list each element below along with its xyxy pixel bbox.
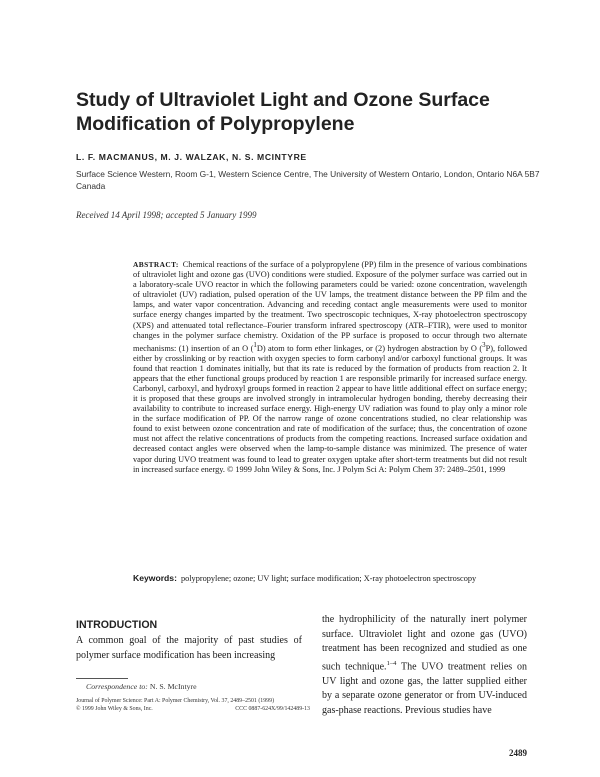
abstract-text-part2: D) atom to form ether linkages, or (2) hydrogen abstraction by O ( [256, 343, 483, 353]
correspondence-name: N. S. McIntyre [149, 682, 197, 691]
reference-superscript: 1–4 [386, 659, 397, 667]
page-number: 2489 [509, 748, 527, 758]
correspondence-label: Correspondence to: [86, 682, 148, 691]
abstract-text-part1: Chemical reactions of the surface of a polypropylene (PP) film in the presence of various combinations of ultraviolet light and ozone gas (UVO) conditions were studied. Exposure of the polymer surface was carried out in a laboratory-scale UVO reactor in which the following parameters could be varied: ozone concentration, wavelength of ultraviolet (UV) radiation, pulsed operation of the UV lamps, the treatment distance between the PP film and the lamps, and water vapor concentration. Advancing and receding contact angle measurements were used to monitor surface energy changes imparted by the treatment. Two spectroscopic techniques, X-ray photoelectron spectroscopy (XPS) and attenuated total reflectance–Fourier transform infrared spectroscopy (ATR–FTIR), were used to monitor changes in the polymer surface chemistry. Oxidation of the PP surface is proposed to occur through two alternate mechanisms: (1) insertion of an O ( [133, 260, 527, 353]
author-list: L. F. MACMANUS, M. J. WALZAK, N. S. MCINTYRE [76, 152, 307, 162]
intro-right-column [322, 613, 527, 718]
abstract-block [133, 260, 527, 475]
keywords-block [133, 573, 527, 584]
journal-line-2 [76, 705, 310, 713]
footnote-rule [76, 678, 128, 679]
abstract-text-part3: P), followed either by crosslinking or by reaction with oxygen species to form carbonyl and/or carboxyl functional groups. It was found that reaction 1 dominates initially, but that its rate is reduced by the formation of products from reaction 2. It appears that the ether functional groups produced by reaction 1 are responsible primarily for increased surface energy. Carbonyl, carboxyl, and hydroxyl groups formed in reaction 2 appear to have little additional effect on surface energy; it is proposed that these groups are involved strongly in intramolecular hydrogen bonding, thereby decreasing their availability to contribute to increased surface energy. High-energy UV radiation was found to play only a minor role in the surface modification of PP. Of the narrow range of ozone concentrations studied, no clear relationship was found to exist between ozone concentration and rate of modification of the surface; thus, the concentration of ozone must not affect the relative concentrations of products from the competing reactions. Increased surface oxidation and decreased contact angles were observed when the lamp-to-sample distance was minimized. The presence of water vapor during UVO treatment was found to lead to greater oxygen uptake after short-term treatments but did not result in increased surface energy. © 1999 John Wiley & Sons, Inc. J Polym Sci A: Polym Chem 37: 2489–2501, 1999 [133, 343, 527, 474]
correspondence-note [86, 682, 306, 691]
ccc-code: CCC 0887-624X/99/142489-13 [235, 706, 310, 712]
journal-citation [76, 697, 310, 713]
affiliation: Surface Science Western, Room G-1, Western Science Centre, The University of Western Ontario, London, Ontario N6A 5B7 Canada [76, 169, 540, 191]
keywords-label: Keywords: [133, 573, 177, 583]
abstract-label: ABSTRACT: [133, 260, 179, 269]
intro-right-part1: the hydrophilicity of the naturally inert polymer surface. Ultraviolet light and ozone gas (UVO) treatment has been recognized and studied as one such technique. [322, 614, 527, 673]
article-title: Study of Ultraviolet Light and Ozone Surface Modification of Polypropylene [76, 89, 490, 135]
journal-line-1: Journal of Polymer Science: Part A: Polymer Chemistry, Vol. 37, 2489–2501 (1999) [76, 698, 275, 704]
received-dates: Received 14 April 1998; accepted 5 January 1999 [76, 210, 257, 220]
abstract-sup-2: 3 [482, 341, 486, 349]
abstract-sup-1: 1 [253, 341, 257, 349]
intro-left-column: A common goal of the majority of past studies of polymer surface modification has been increasing [76, 635, 302, 661]
intro-right-part2: The UVO treatment relies on UV light and ozone gas, the latter supplied either by a separate ozone generator or from UV-induced gas-phase reactions. Previous studies have [322, 661, 528, 716]
keywords-text: polypropylene; ozone; UV light; surface modification; X-ray photoelectron spectroscopy [180, 574, 477, 583]
section-heading-introduction: INTRODUCTION [76, 619, 158, 631]
copyright-notice: © 1999 John Wiley & Sons, Inc. [76, 706, 153, 712]
